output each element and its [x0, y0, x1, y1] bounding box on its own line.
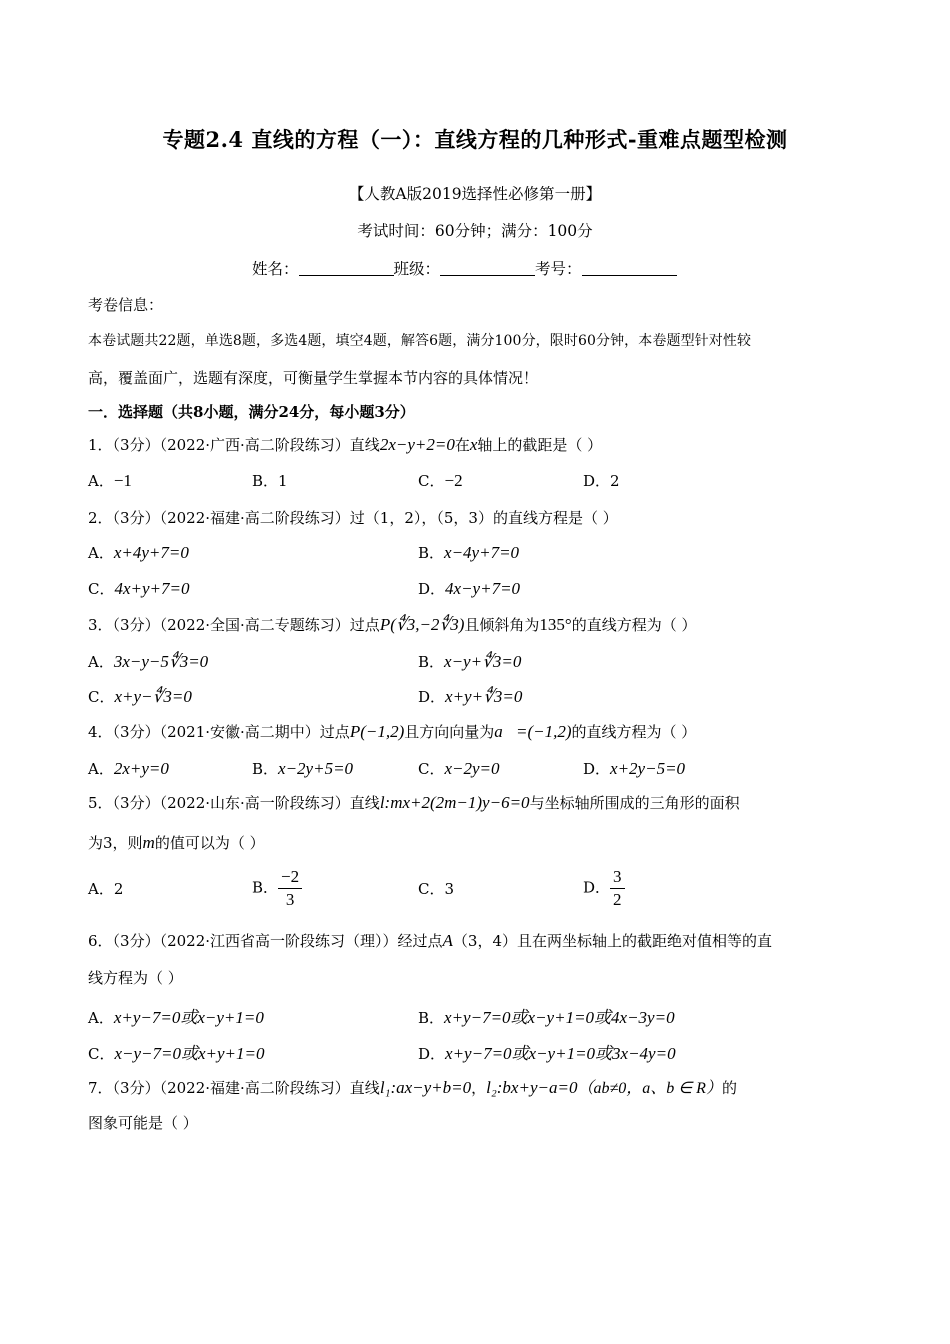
- q6-b-value: x+y−7=0或x−y+1=0或4x−3y=0: [444, 1008, 675, 1027]
- question-1: [88, 434, 602, 455]
- question-7: [88, 1075, 737, 1098]
- q1-option-d[interactable]: D．2: [583, 472, 620, 490]
- q5-stem-b: 与坐标轴所围成的三角形的面积: [529, 794, 740, 812]
- q5-d-label: D．: [583, 878, 611, 897]
- question-3: [88, 614, 697, 635]
- q1-a-value: −1: [113, 471, 132, 490]
- q5-d-denominator: 2: [613, 890, 622, 909]
- q4-a-value: 2x+y=0: [113, 759, 169, 778]
- name-label: 姓名：: [252, 260, 299, 278]
- q4-c-value: x−2y=0: [444, 759, 500, 778]
- q2-option-c[interactable]: [88, 578, 190, 599]
- q1-equation: 2x−y+2=0: [379, 435, 455, 454]
- q4-b-value: x−2y+5=0: [278, 759, 354, 778]
- q1-stem: 1．（3分）（2022·广西·高二阶段练习）直线: [88, 436, 380, 454]
- q6-a-value: x+y−7=0或x−y+1=0: [113, 1008, 264, 1027]
- q6-d-label: D．: [418, 1045, 446, 1063]
- q5-d-fraction: [610, 866, 625, 911]
- paper-info-label: 考卷信息：: [88, 296, 164, 314]
- q5-var: m: [142, 833, 155, 852]
- q1-stem-c: 轴上的截距是（ ）: [477, 436, 603, 454]
- q1-var: x: [469, 435, 478, 454]
- q2-d-label: D．: [418, 580, 446, 598]
- page-title: 专题2.4 直线的方程（一）：直线方程的几种形式-重难点题型检测: [162, 127, 788, 152]
- q4-c-label: C．: [418, 760, 445, 778]
- q5-d-numerator: 3: [610, 866, 625, 889]
- q2-a-label: A．: [88, 544, 114, 562]
- question-4: [88, 721, 696, 742]
- q7-line-1: l₁:ax−y+b=0: [379, 1078, 472, 1097]
- q3-option-d[interactable]: [418, 686, 522, 707]
- question-6-line-2: 线方程为（ ）: [88, 969, 183, 987]
- q3-angle: 135°: [539, 615, 572, 634]
- q1-c-label: C．: [418, 472, 445, 490]
- q1-c-value: −2: [444, 471, 463, 490]
- q4-option-c[interactable]: [418, 758, 500, 779]
- q4-option-b[interactable]: [252, 758, 353, 779]
- q1-a-label: A．: [88, 472, 114, 490]
- q3-d-value: x+y+∜3=0: [445, 687, 523, 706]
- q5-option-a[interactable]: A．2: [88, 880, 124, 898]
- question-6: [88, 930, 772, 951]
- q3-point: P(∜3,−2∜3): [379, 615, 465, 634]
- q4-point: P(−1,2): [349, 722, 405, 741]
- q6-b-label: B．: [418, 1009, 445, 1027]
- class-label: 班级：: [393, 260, 441, 278]
- question-7-line-2: 图象可能是（ ）: [88, 1114, 198, 1132]
- class-field[interactable]: [440, 261, 535, 276]
- q6-option-c[interactable]: [88, 1039, 265, 1064]
- q2-d-value: 4x−y+7=0: [445, 579, 521, 598]
- q6-option-b[interactable]: [418, 1003, 675, 1028]
- id-label: 考号：: [535, 260, 582, 278]
- q3-b-label: B．: [418, 653, 445, 671]
- q6-point: A: [442, 931, 453, 950]
- q3-stem-c: 的直线方程为（ ）: [571, 616, 697, 634]
- section-heading: 一．选择题（共8小题，满分24分，每小题3分）: [88, 403, 415, 421]
- q6-stem: 6．（3分）（2022·江西省高一阶段练习（理））经过点: [88, 932, 443, 950]
- q5-b-numerator: −2: [278, 866, 302, 889]
- q5-equation: l:mx+2(2m−1)y−6=0: [379, 793, 530, 812]
- q2-c-value: 4x+y+7=0: [114, 579, 190, 598]
- q5-b-label: B．: [252, 878, 279, 897]
- q4-stem: 4．（3分）（2021·安徽·高二期中）过点: [88, 723, 350, 741]
- q3-d-label: D．: [418, 688, 446, 706]
- q4-vector: a⃗=(−1,2): [494, 722, 572, 741]
- q7-comma: ，: [471, 1079, 487, 1097]
- q3-option-a[interactable]: [88, 651, 208, 672]
- q3-c-value: x+y−∜3=0: [114, 687, 192, 706]
- name-field[interactable]: [299, 261, 394, 276]
- q5-option-d[interactable]: [583, 866, 625, 911]
- q3-c-label: C．: [88, 688, 115, 706]
- q3-a-value: 3x−y−5∜3=0: [113, 652, 209, 671]
- question-5-line-2: [88, 832, 265, 853]
- q6-d-value: x+y−7=0或x−y+1=0或3x−4y=0: [445, 1044, 676, 1063]
- q6-option-a[interactable]: [88, 1003, 264, 1028]
- q5-option-b[interactable]: [252, 866, 302, 911]
- subtitle: 【人教A版2019选择性必修第一册】: [348, 185, 602, 203]
- q1-option-c[interactable]: [418, 470, 463, 491]
- q2-option-d[interactable]: [418, 578, 520, 599]
- exam-info: 考试时间：60分钟；满分：100分: [357, 222, 593, 240]
- description-line-2: 高，覆盖面广，选题有深度，可衡量学生掌握本节内容的具体情况！: [88, 369, 539, 387]
- q7-condition: （ab≠0，a、b ∈ R）: [577, 1080, 722, 1097]
- q4-stem-b: 且方向向量为: [404, 723, 495, 741]
- q5-stem: 5．（3分）（2022·山东·高一阶段练习）直线: [88, 794, 380, 812]
- q6-a-label: A．: [88, 1009, 114, 1027]
- q7-stem-b: 的: [721, 1079, 737, 1097]
- q4-d-label: D．: [583, 760, 611, 778]
- description-line-1: 本卷试题共22题，单选8题，多选4题，填空4题，解答6题，满分100分，限时60分钟，本卷题型针对性较: [88, 333, 752, 349]
- q5-b-denominator: 3: [285, 890, 295, 909]
- question-5: [88, 792, 740, 813]
- q5-option-c[interactable]: C．3: [418, 880, 455, 898]
- q6-stem-b: （3，4）且在两坐标轴上的截距绝对值相等的直: [452, 932, 773, 950]
- q4-d-value: x+2y−5=0: [610, 759, 686, 778]
- q1-stem-b: 在: [454, 436, 470, 454]
- q4-option-d[interactable]: [583, 758, 685, 779]
- q3-option-c[interactable]: [88, 686, 192, 707]
- q2-b-value: x−4y+7=0: [444, 543, 520, 562]
- q6-option-d[interactable]: [418, 1039, 676, 1064]
- student-info-row: [252, 257, 677, 279]
- q4-a-label: A．: [88, 760, 114, 778]
- question-2: 2．（3分）（2022·福建·高二阶段练习）过（1，2），（5，3）的直线方程是（ ）: [88, 509, 618, 527]
- q3-a-label: A．: [88, 653, 114, 671]
- q5-line2b: 的值可以为（ ）: [154, 834, 265, 852]
- q4-option-a[interactable]: [88, 758, 169, 779]
- q6-c-label: C．: [88, 1045, 115, 1063]
- q2-option-a[interactable]: [88, 542, 189, 563]
- q5-b-fraction: [278, 866, 302, 911]
- q7-line-2: l₂:bx+y−a=0: [486, 1078, 578, 1097]
- q2-option-b[interactable]: [418, 542, 519, 563]
- q2-b-label: B．: [418, 544, 445, 562]
- q3-stem-b: 且倾斜角为: [464, 616, 540, 634]
- q3-b-value: x−y+∜3=0: [444, 652, 522, 671]
- q2-c-label: C．: [88, 580, 115, 598]
- id-field[interactable]: [582, 261, 677, 276]
- q1-option-b[interactable]: B．1: [252, 472, 288, 490]
- q1-option-a[interactable]: [88, 470, 132, 491]
- q7-stem: 7．（3分）（2022·福建·高二阶段练习）直线: [88, 1079, 380, 1097]
- q3-option-b[interactable]: [418, 651, 521, 672]
- q4-b-label: B．: [252, 760, 279, 778]
- q4-stem-c: 的直线方程为（ ）: [571, 723, 697, 741]
- q3-stem: 3．（3分）（2022·全国·高二专题练习）过点: [88, 616, 380, 634]
- q2-a-value: x+4y+7=0: [113, 543, 189, 562]
- q5-line2: 为3，则: [88, 834, 143, 852]
- q6-c-value: x−y−7=0或x+y+1=0: [114, 1044, 265, 1063]
